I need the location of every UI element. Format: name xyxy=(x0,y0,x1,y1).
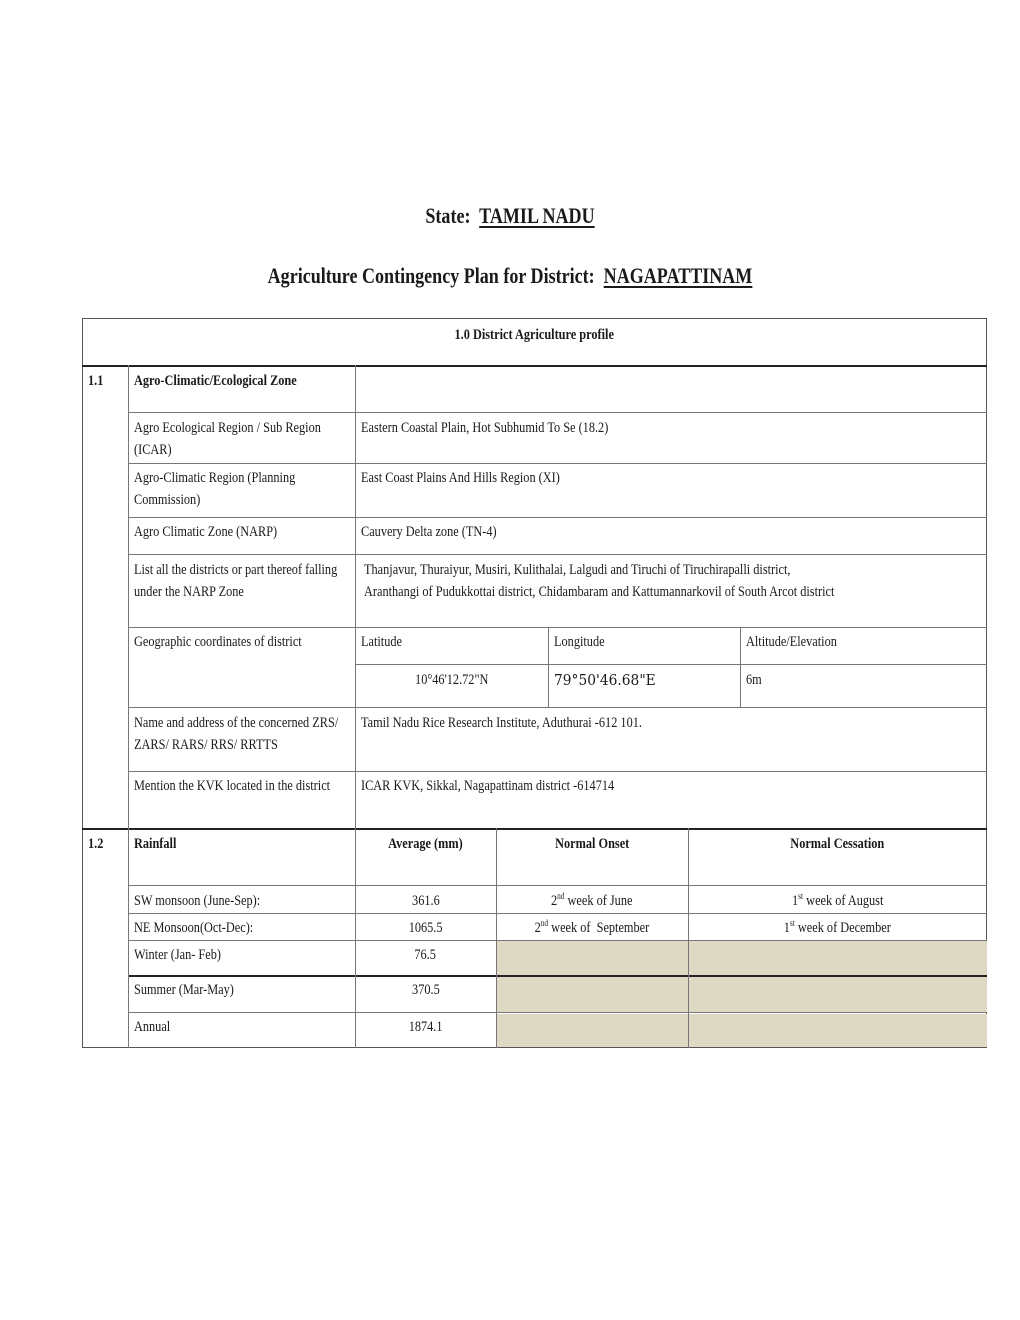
rainfall-title: Rainfall xyxy=(134,836,177,852)
divider xyxy=(128,627,987,628)
divider xyxy=(82,828,987,830)
divider xyxy=(128,1012,987,1013)
rainfall-number: 1.2 xyxy=(88,836,104,852)
rainfall-onset: 2nd week of June xyxy=(551,891,633,909)
divider xyxy=(82,365,987,367)
zone-label: Agro-Climatic Region (Planning Commission) xyxy=(134,470,296,508)
rainfall-season: NE Monsoon(Oct-Dec): xyxy=(134,920,254,936)
altitude-label: Altitude/Elevation xyxy=(746,634,837,650)
kvk-label: Mention the KVK located in the district xyxy=(134,778,331,794)
kvk-value: ICAR KVK, Sikkal, Nagapattinam district -614714 xyxy=(361,778,615,794)
rainfall-season: Annual xyxy=(134,1019,171,1035)
divider xyxy=(128,885,987,886)
zone-label: List all the districts or part thereof falling under the NARP Zone xyxy=(134,562,338,600)
shaded-cell xyxy=(497,977,987,1012)
zrs-label: Name and address of the concerned ZRS/ ZARS/ RARS/ RRS/ RRTTS xyxy=(134,715,339,753)
district-value: NAGAPATTINAM xyxy=(603,263,753,288)
section-title: 1.0 District Agriculture profile xyxy=(454,327,615,343)
divider xyxy=(128,771,987,772)
altitude-value: 6m xyxy=(746,672,762,688)
divider xyxy=(128,517,987,518)
zrs-value: Tamil Nadu Rice Research Institute, Aduthurai -612 101. xyxy=(361,715,642,731)
longitude-value: 79°50'46.68"E xyxy=(554,671,656,689)
rainfall-average: 1874.1 xyxy=(408,1019,443,1035)
rainfall-cessation: 1st week of December xyxy=(783,918,892,936)
zone-number: 1.1 xyxy=(88,373,104,389)
rainfall-season: SW monsoon (June-Sep): xyxy=(134,893,261,909)
zone-value: Cauvery Delta zone (TN-4) xyxy=(361,524,497,540)
zone-value: East Coast Plains And Hills Region (XI) xyxy=(361,470,560,486)
rainfall-onset: 2nd week of September xyxy=(534,918,650,936)
divider xyxy=(128,412,987,413)
zone-value: Thanjavur, Thuraiyur, Musiri, Kulithalai, Lalgudi and Tiruchi of Tiruchirapalli district, Aranthangi of Pudukkottai district, Chidambaram and Kattumannarkovil of South Arcot district xyxy=(364,562,835,600)
state-heading xyxy=(92,203,928,229)
shaded-cell xyxy=(497,1014,987,1047)
divider xyxy=(128,554,987,555)
zone-title: Agro-Climatic/Ecological Zone xyxy=(134,373,297,389)
rainfall-cessation: 1st week of August xyxy=(791,891,884,909)
rainfall-average: 1065.5 xyxy=(408,920,443,936)
plan-label: Agriculture Contingency Plan for District: xyxy=(267,263,595,288)
zone-label: Agro Ecological Region / Sub Region (ICAR) xyxy=(134,420,321,458)
col-onset: Normal Onset xyxy=(554,836,630,852)
col-average: Average (mm) xyxy=(388,836,463,852)
col-cessation: Normal Cessation xyxy=(790,836,885,852)
divider xyxy=(355,664,987,665)
zone-value: Eastern Coastal Plain, Hot Subhumid To Se (18.2) xyxy=(361,420,609,436)
plan-heading xyxy=(92,263,928,289)
rainfall-average: 370.5 xyxy=(411,982,440,998)
state-label: State: xyxy=(425,203,471,228)
latitude-value: 10°46'12.72"N xyxy=(414,672,489,688)
rainfall-average: 76.5 xyxy=(414,947,437,963)
rainfall-season: Summer (Mar-May) xyxy=(134,982,234,998)
shaded-cell xyxy=(497,941,987,975)
latitude-label: Latitude xyxy=(361,634,402,650)
state-value: TAMIL NADU xyxy=(479,203,595,228)
divider xyxy=(128,707,987,708)
rainfall-season: Winter (Jan- Feb) xyxy=(134,947,221,963)
divider xyxy=(128,463,987,464)
rainfall-average: 361.6 xyxy=(411,893,440,909)
zone-label: Agro Climatic Zone (NARP) xyxy=(134,524,278,540)
coordinates-label: Geographic coordinates of district xyxy=(134,634,302,650)
longitude-label: Longitude xyxy=(554,634,605,650)
